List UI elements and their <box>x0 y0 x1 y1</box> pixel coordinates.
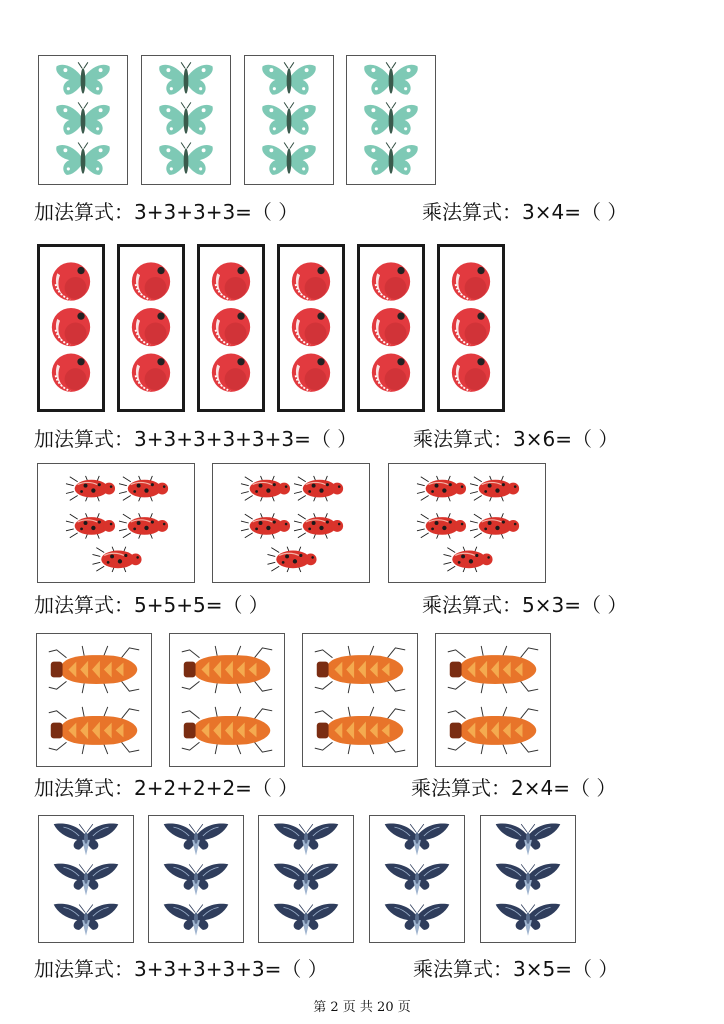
red-ball-icon <box>292 354 330 392</box>
red-ball-icon <box>52 308 90 346</box>
moth-icon <box>274 824 339 856</box>
addition-equation: 加法算式：2+2+2+2=（ ） <box>34 776 299 800</box>
beetle-icon <box>267 547 316 573</box>
butterfly-icon <box>159 142 213 174</box>
moth-group-5 <box>480 815 576 943</box>
red-ball-icon <box>452 262 490 300</box>
moth-icon <box>274 904 339 936</box>
butterfly-icon <box>364 102 418 134</box>
butterfly-group-4 <box>346 55 436 185</box>
butterfly-icon <box>262 62 316 94</box>
beetle-icon <box>92 547 141 573</box>
addition-equation: 加法算式：3+3+3+3=（ ） <box>34 200 299 224</box>
beetle-icon <box>119 513 168 539</box>
beetle-icon <box>66 513 115 539</box>
moth-icon <box>54 904 119 936</box>
moth-icon <box>385 904 450 936</box>
cockroach-icon <box>182 646 272 693</box>
red-ball-icon <box>212 308 250 346</box>
beetle-icon <box>443 547 492 573</box>
ball-group-6 <box>437 244 505 412</box>
butterfly-icon <box>159 102 213 134</box>
cockroach-icon <box>182 707 272 754</box>
butterfly-icon <box>159 62 213 94</box>
moth-icon <box>164 864 229 896</box>
ball-group-4 <box>277 244 345 412</box>
moth-icon <box>164 824 229 856</box>
moth-group-3 <box>258 815 354 943</box>
butterfly-icon <box>364 142 418 174</box>
cockroach-icon <box>315 707 405 754</box>
moth-icon <box>54 864 119 896</box>
red-ball-icon <box>212 262 250 300</box>
beetle-group-3 <box>388 463 546 583</box>
beetle-icon <box>66 476 115 502</box>
butterfly-icon <box>56 62 110 94</box>
beetle-icon <box>294 513 343 539</box>
butterfly-icon <box>262 142 316 174</box>
addition-equation: 加法算式：3+3+3+3+3=（ ） <box>34 957 328 981</box>
red-ball-icon <box>292 262 330 300</box>
red-ball-icon <box>132 308 170 346</box>
beetle-icon <box>241 476 290 502</box>
beetle-group-1 <box>37 463 195 583</box>
multiplication-equation: 乘法算式：2×4=（ ） <box>411 776 617 800</box>
multiplication-equation: 乘法算式：3×6=（ ） <box>413 427 619 451</box>
cockroach-group-3 <box>302 633 418 767</box>
ball-group-5 <box>357 244 425 412</box>
beetle-icon <box>119 476 168 502</box>
addition-equation: 加法算式：3+3+3+3+3+3=（ ） <box>34 427 358 451</box>
addition-equation: 加法算式：5+5+5=（ ） <box>34 593 269 617</box>
ball-group-2 <box>117 244 185 412</box>
cockroach-icon <box>448 707 538 754</box>
beetle-group-2 <box>212 463 370 583</box>
moth-icon <box>496 824 561 856</box>
butterfly-group-2 <box>141 55 231 185</box>
moth-group-2 <box>148 815 244 943</box>
multiplication-equation: 乘法算式：5×3=（ ） <box>422 593 628 617</box>
butterfly-icon <box>262 102 316 134</box>
moth-icon <box>274 864 339 896</box>
red-ball-icon <box>372 308 410 346</box>
beetle-icon <box>470 513 519 539</box>
cockroach-group-4 <box>435 633 551 767</box>
moth-icon <box>496 904 561 936</box>
red-ball-icon <box>132 262 170 300</box>
cockroach-group-2 <box>169 633 285 767</box>
page-footer: 第 2 页 共 20 页 <box>313 1000 411 1015</box>
moth-icon <box>385 864 450 896</box>
red-ball-icon <box>292 308 330 346</box>
moth-icon <box>496 864 561 896</box>
red-ball-icon <box>372 262 410 300</box>
cockroach-icon <box>448 646 538 693</box>
multiplication-equation: 乘法算式：3×5=（ ） <box>413 957 619 981</box>
red-ball-icon <box>372 354 410 392</box>
cockroach-icon <box>49 646 139 693</box>
cockroach-icon <box>49 707 139 754</box>
red-ball-icon <box>452 308 490 346</box>
butterfly-icon <box>56 142 110 174</box>
butterfly-group-1 <box>38 55 128 185</box>
red-ball-icon <box>452 354 490 392</box>
cockroach-icon <box>315 646 405 693</box>
cockroach-group-1 <box>36 633 152 767</box>
ball-group-3 <box>197 244 265 412</box>
beetle-icon <box>294 476 343 502</box>
moth-icon <box>164 904 229 936</box>
red-ball-icon <box>52 354 90 392</box>
red-ball-icon <box>52 262 90 300</box>
butterfly-icon <box>364 62 418 94</box>
moth-icon <box>385 824 450 856</box>
moth-group-4 <box>369 815 465 943</box>
butterfly-group-3 <box>244 55 334 185</box>
multiplication-equation: 乘法算式：3×4=（ ） <box>422 200 628 224</box>
moth-icon <box>54 824 119 856</box>
beetle-icon <box>417 513 466 539</box>
red-ball-icon <box>132 354 170 392</box>
beetle-icon <box>417 476 466 502</box>
beetle-icon <box>470 476 519 502</box>
moth-group-1 <box>38 815 134 943</box>
ball-group-1 <box>37 244 105 412</box>
beetle-icon <box>241 513 290 539</box>
butterfly-icon <box>56 102 110 134</box>
red-ball-icon <box>212 354 250 392</box>
